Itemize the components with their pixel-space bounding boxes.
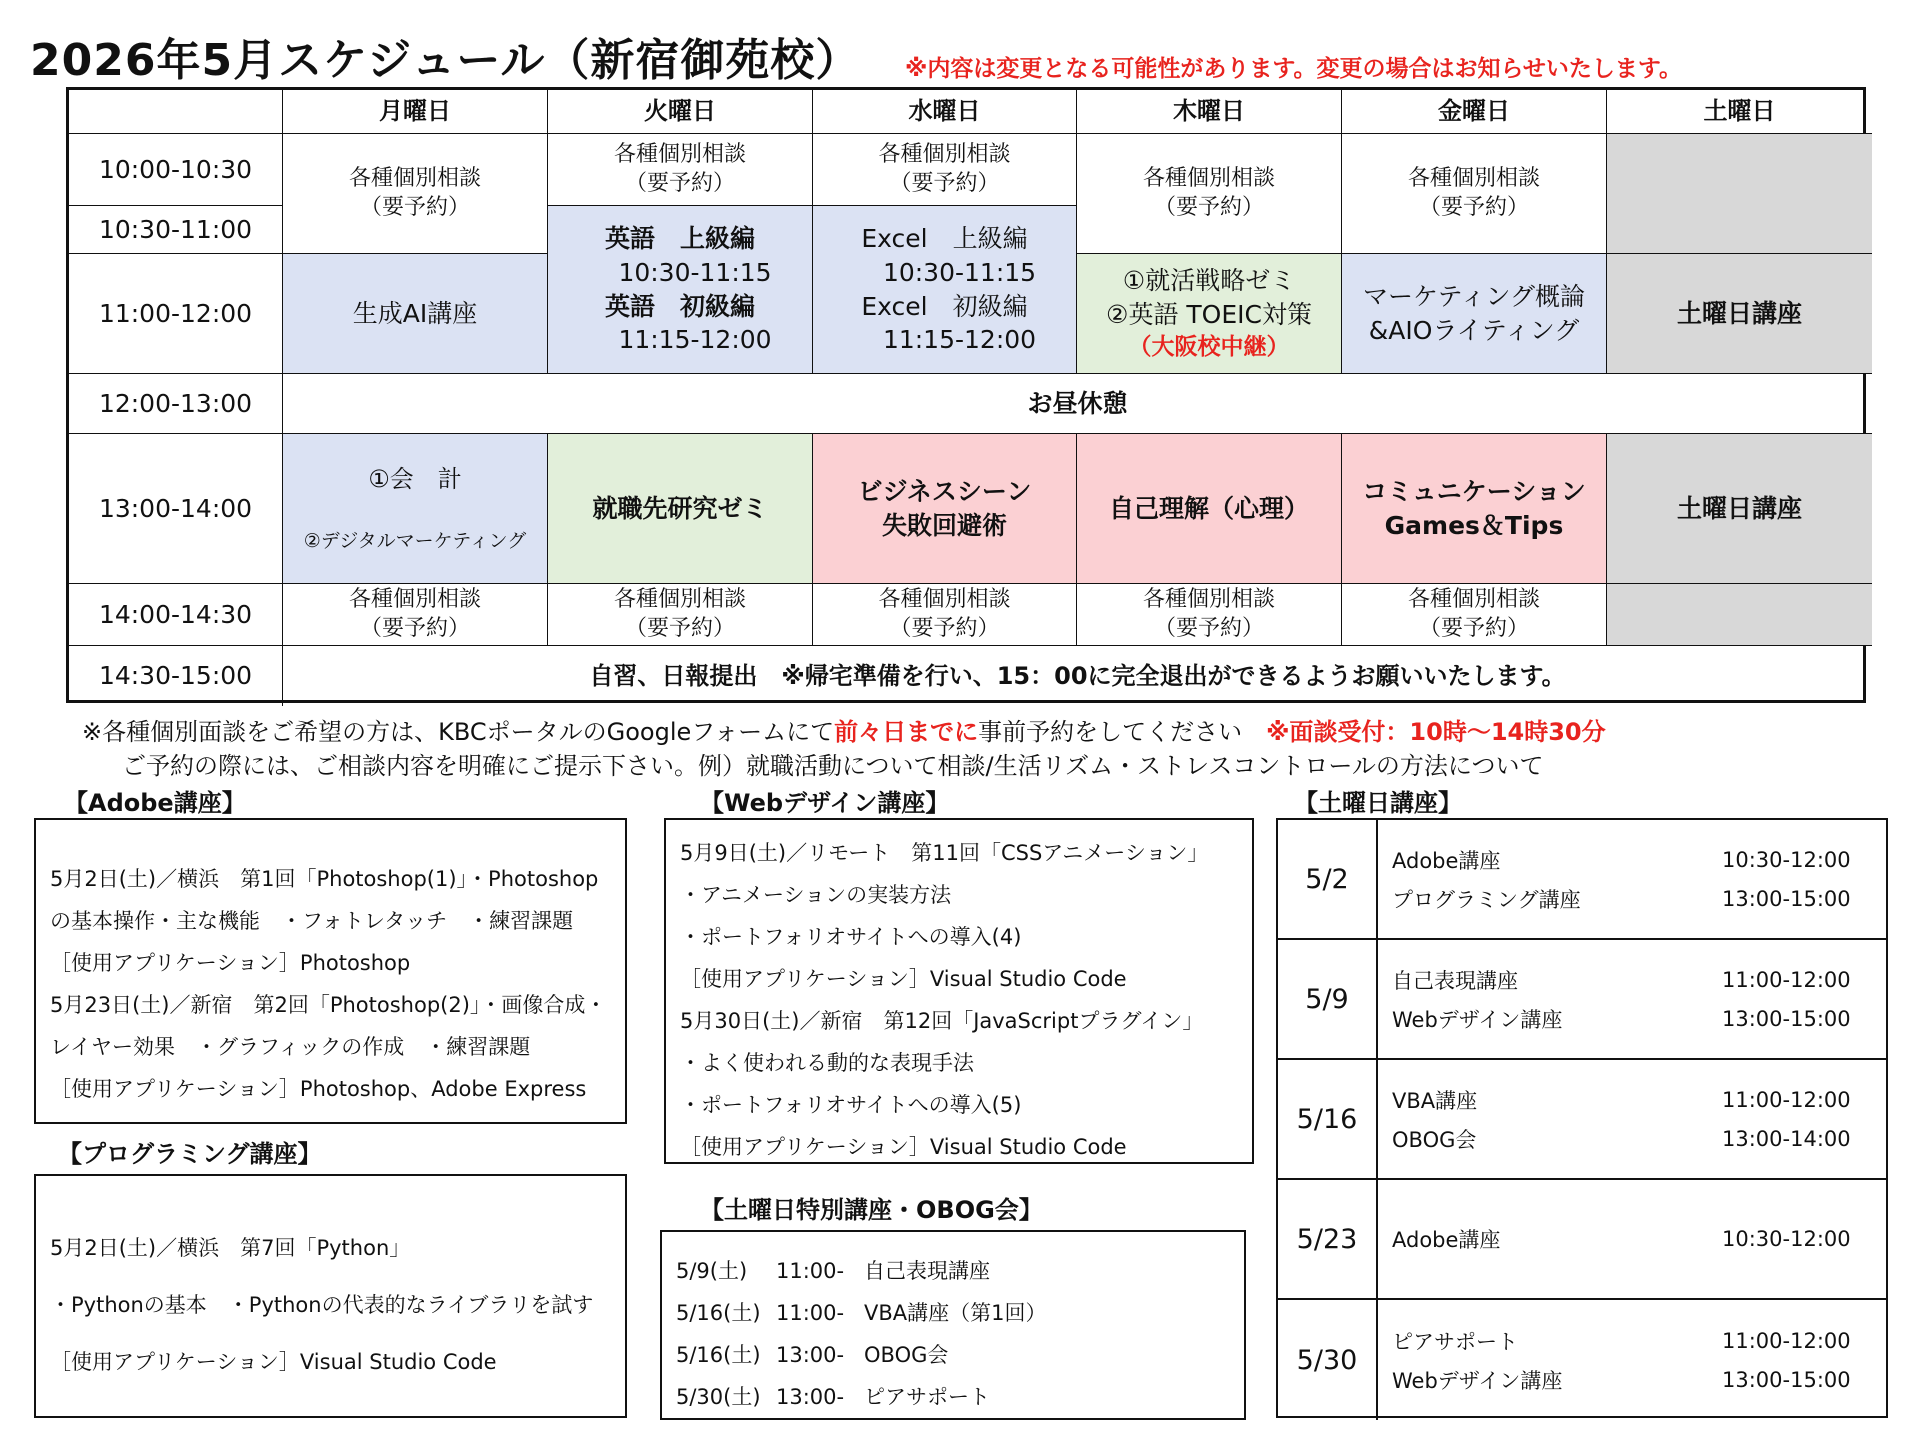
- page-title: 2026年5月スケジュール（新宿御苑校）: [30, 35, 861, 86]
- day-header-wed: 水曜日: [813, 90, 1077, 134]
- special-name: 自己表現講座: [864, 1259, 990, 1283]
- job-strategy-cell: [1077, 254, 1342, 374]
- time-label: 10:30-11:00: [69, 206, 283, 254]
- list-item: ［使用アプリケーション］Visual Studio Code: [50, 1350, 497, 1374]
- consult-line1: 各種個別相談: [1142, 586, 1275, 612]
- sat-item-name: 自己表現講座: [1392, 968, 1518, 993]
- consult-detail-note: ご予約の際には、ご相談内容を明確にご提示下さい。例）就職活動について相談/生活リズム・ストレスコントロールの方法について: [122, 752, 1544, 780]
- day-header-thu: 木曜日: [1077, 90, 1342, 134]
- sat-item-name: OBOG会: [1392, 1127, 1477, 1152]
- saturday-class-cell: 土曜日講座: [1607, 254, 1872, 374]
- saturday-section-title: 【土曜日講座】: [1294, 789, 1462, 817]
- day-header-mon: 月曜日: [283, 90, 548, 134]
- class-title: Excel 初級編: [861, 291, 1028, 321]
- sat-item: [1392, 1080, 1886, 1119]
- special-time: 13:00-: [776, 1385, 845, 1409]
- day-header-fri: 金曜日: [1342, 90, 1607, 134]
- sat-item-name: Webデザイン講座: [1392, 1007, 1563, 1032]
- special-name: OBOG会: [864, 1343, 949, 1367]
- consult-cell-thu: [1077, 134, 1342, 254]
- class-title: 失敗回避術: [881, 510, 1007, 540]
- consult-line2: （要予約）: [889, 170, 1000, 196]
- list-item: ［使用アプリケーション］Photoshop、Adobe Express: [50, 1077, 587, 1101]
- list-item: の基本操作・主な機能 ・フォトレタッチ ・練習課題: [50, 909, 574, 933]
- list-item: [676, 1292, 1230, 1334]
- consult-cell-fri: [1342, 134, 1607, 254]
- class-time: 11:15-12:00: [618, 325, 772, 355]
- schedule-grid: [66, 87, 1866, 703]
- web-section-title: 【Webデザイン講座】: [700, 789, 950, 817]
- consult-line1: 各種個別相談: [878, 586, 1011, 612]
- change-notice: ※内容は変更となる可能性があります。変更の場合はお知らせいたします。: [905, 56, 1682, 82]
- consult-cell-wed: [813, 134, 1077, 206]
- sat-date: 5/30: [1278, 1300, 1378, 1420]
- list-item: ［使用アプリケーション］Visual Studio Code: [680, 1135, 1127, 1159]
- special-time: 11:00-: [776, 1259, 845, 1283]
- consult-line1: 各種個別相談: [1407, 586, 1540, 612]
- deadline-text: 前々日までに: [834, 718, 979, 746]
- class-title: コミュニケーション: [1362, 476, 1586, 506]
- special-box: [660, 1230, 1246, 1420]
- day-header-tue: 火曜日: [548, 90, 813, 134]
- table-row: [1278, 1300, 1886, 1420]
- sat-item-name: Adobe講座: [1392, 848, 1501, 873]
- sat-date: 5/23: [1278, 1180, 1378, 1298]
- note-text: ※各種個別面談をご希望の方は、KBCポータルのGoogleフォームにて: [82, 718, 835, 746]
- class-title: &AIOライティング: [1368, 315, 1580, 345]
- class-title: Excel 上級編: [861, 224, 1028, 253]
- table-row: [1278, 820, 1886, 940]
- list-item: ［使用アプリケーション］Visual Studio Code: [680, 967, 1127, 991]
- empty-cell-sat: [1607, 134, 1872, 254]
- special-date: 5/16(土): [676, 1343, 761, 1367]
- consult-cell-thu-pm: [1077, 584, 1342, 646]
- sat-item-time: 10:30-12:00: [1722, 1227, 1851, 1251]
- class-title: Games＆Tips: [1384, 510, 1564, 540]
- class-title: ①会 計: [368, 464, 462, 493]
- note-text: 事前予約をしてください: [978, 718, 1243, 746]
- sat-item: [1392, 1220, 1886, 1259]
- list-item: ・アニメーションの実装方法: [680, 883, 952, 907]
- class-title: ②デジタルマーケティング: [303, 529, 527, 552]
- special-date: 5/30(土): [676, 1385, 761, 1409]
- class-time: 10:30-11:15: [618, 257, 772, 287]
- self-study-cell: 自習、日報提出 ※帰宅準備を行い、15：00に完全退出ができるようお願いいたします。: [589, 661, 1566, 690]
- list-item: [676, 1334, 1230, 1376]
- adobe-section-title: 【Adobe講座】: [64, 789, 246, 817]
- consult-cell-mon: [283, 134, 548, 254]
- sat-item: [1392, 1360, 1886, 1399]
- special-date: 5/9(土): [676, 1259, 748, 1283]
- saturday-table: [1276, 818, 1888, 1418]
- class-title: マーケティング概論: [1362, 281, 1585, 311]
- list-item: 5月2日(土)／横浜 第1回「Photoshop(1)」・Photoshop: [50, 867, 599, 891]
- special-date: 5/16(土): [676, 1301, 761, 1325]
- list-item: ・ポートフォリオサイトへの導入(4): [680, 925, 1022, 949]
- time-label: 14:00-14:30: [69, 584, 283, 646]
- sat-item: [1392, 1119, 1886, 1158]
- excel-class-cell: [813, 206, 1077, 374]
- time-label: 10:00-10:30: [69, 134, 283, 206]
- time-label: 12:00-13:00: [69, 374, 283, 434]
- sat-item-time: 13:00-15:00: [1722, 1367, 1851, 1392]
- class-title: ビジネスシーン: [857, 476, 1032, 506]
- consult-line2: （要予約）: [624, 170, 735, 196]
- list-item: 5月30日(土)／新宿 第12回「JavaScriptプラグイン」: [680, 1009, 1204, 1033]
- programming-box: [34, 1174, 627, 1418]
- time-label: 14:30-15:00: [69, 646, 283, 706]
- sat-item: [1392, 960, 1886, 999]
- consult-line2: （要予約）: [889, 615, 1000, 641]
- consult-line2: （要予約）: [624, 615, 735, 641]
- adobe-box: [34, 818, 627, 1124]
- list-item: ［使用アプリケーション］Photoshop: [50, 951, 411, 975]
- sat-item-time: 13:00-15:00: [1722, 886, 1851, 911]
- sat-item-name: Webデザイン講座: [1392, 1368, 1563, 1393]
- programming-section-title: 【プログラミング講座】: [58, 1140, 322, 1168]
- self-understanding-cell: 自己理解（心理）: [1077, 434, 1342, 584]
- consult-line1: 各種個別相談: [1407, 165, 1540, 191]
- consult-cell-tue-pm: [548, 584, 813, 646]
- corner-cell: [69, 90, 283, 134]
- list-item: レイヤー効果 ・グラフィックの作成 ・練習課題: [50, 1035, 531, 1059]
- sat-item-name: プログラミング講座: [1392, 887, 1581, 912]
- consult-cell-fri-pm: [1342, 584, 1607, 646]
- consult-line1: 各種個別相談: [348, 165, 481, 191]
- class-time: 10:30-11:15: [882, 257, 1037, 287]
- consult-line2: （要予約）: [359, 194, 470, 220]
- list-item: ・よく使われる動的な表現手法: [680, 1051, 974, 1075]
- table-row: [1278, 1180, 1886, 1300]
- lunch-break-cell: お昼休憩: [283, 374, 1872, 434]
- class-title: 英語 初級編: [604, 291, 755, 321]
- gen-ai-class-cell: 生成AI講座: [283, 254, 548, 374]
- empty-cell-sat: [1607, 584, 1872, 646]
- consult-line2: （要予約）: [359, 615, 470, 641]
- saturday-class-cell: 土曜日講座: [1607, 434, 1872, 584]
- consult-line1: 各種個別相談: [1142, 165, 1275, 191]
- communication-cell: [1342, 434, 1607, 584]
- time-label: 13:00-14:00: [69, 434, 283, 584]
- class-title: 英語 上級編: [604, 224, 755, 253]
- class-title: ①就活戦略ゼミ: [1122, 266, 1296, 296]
- class-title: ②英語 TOEIC対策: [1106, 299, 1312, 329]
- sat-item-name: ピアサポート: [1392, 1329, 1518, 1354]
- list-item: [676, 1376, 1230, 1418]
- sat-item-time: 13:00-15:00: [1722, 1006, 1851, 1031]
- reservation-note: [82, 712, 1606, 747]
- class-time: 11:15-12:00: [882, 325, 1037, 355]
- reception-hours: ※面談受付：10時～14時30分: [1266, 718, 1606, 746]
- consult-line1: 各種個別相談: [613, 141, 746, 167]
- list-item: ・Pythonの基本 ・Pythonの代表的なライブラリを試す: [50, 1293, 594, 1317]
- consult-line2: （要予約）: [1418, 615, 1529, 641]
- table-row: [1278, 1060, 1886, 1180]
- consult-line2: （要予約）: [1418, 194, 1529, 220]
- sat-item: [1392, 1321, 1886, 1360]
- sat-date: 5/9: [1278, 940, 1378, 1058]
- sat-item: [1392, 840, 1886, 879]
- english-class-cell: [548, 206, 813, 374]
- sat-item-time: 11:00-12:00: [1722, 1328, 1851, 1353]
- list-item: 5月23日(土)／新宿 第2回「Photoshop(2)」・画像合成・: [50, 993, 607, 1017]
- table-row: [1278, 940, 1886, 1060]
- special-time: 11:00-: [776, 1301, 845, 1325]
- sat-date: 5/16: [1278, 1060, 1378, 1178]
- broadcast-note: （大阪校中継）: [1128, 333, 1290, 360]
- list-item: [676, 1250, 1230, 1292]
- special-name: ピアサポート: [864, 1385, 990, 1409]
- sat-item-name: Adobe講座: [1392, 1228, 1501, 1252]
- business-scene-cell: [813, 434, 1077, 584]
- sat-item-time: 13:00-14:00: [1722, 1126, 1851, 1151]
- consult-line1: 各種個別相談: [878, 141, 1011, 167]
- sat-item-time: 10:30-12:00: [1722, 847, 1851, 872]
- sat-item-time: 11:00-12:00: [1722, 1087, 1851, 1112]
- consult-line2: （要予約）: [1153, 615, 1264, 641]
- sat-item-time: 11:00-12:00: [1722, 967, 1851, 992]
- marketing-class-cell: [1342, 254, 1607, 374]
- web-box: [664, 818, 1254, 1164]
- sat-date: 5/2: [1278, 820, 1378, 938]
- sat-item-name: VBA講座: [1392, 1088, 1478, 1113]
- special-name: VBA講座（第1回）: [864, 1301, 1047, 1325]
- time-label: 11:00-12:00: [69, 254, 283, 374]
- special-section-title: 【土曜日特別講座・OBOG会】: [700, 1196, 1043, 1224]
- consult-cell-mon-pm: [283, 584, 548, 646]
- sat-item: [1392, 999, 1886, 1038]
- day-header-sat: 土曜日: [1607, 90, 1872, 134]
- consult-line2: （要予約）: [1153, 194, 1264, 220]
- sat-item: [1392, 879, 1886, 918]
- consult-line1: 各種個別相談: [348, 586, 481, 612]
- consult-line1: 各種個別相談: [613, 586, 746, 612]
- consult-cell-tue: [548, 134, 813, 206]
- company-research-cell: 就職先研究ゼミ: [548, 434, 813, 584]
- list-item: 5月9日(土)／リモート 第11回「CSSアニメーション」: [680, 841, 1209, 865]
- accounting-class-cell: [283, 434, 548, 584]
- list-item: ・ポートフォリオサイトへの導入(5): [680, 1093, 1022, 1117]
- consult-cell-wed-pm: [813, 584, 1077, 646]
- list-item: 5月2日(土)／横浜 第7回「Python」: [50, 1236, 411, 1260]
- special-time: 13:00-: [776, 1343, 845, 1367]
